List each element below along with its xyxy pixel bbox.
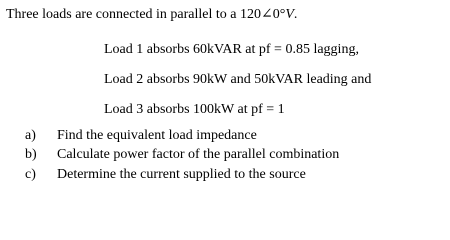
- question-b-text: Calculate power factor of the parallel combination: [57, 147, 340, 162]
- load-1-statement: Load 1 absorbs 60kVAR at pf = 0.85 lagging,: [104, 42, 359, 57]
- voltage-symbol: V: [285, 7, 294, 22]
- problem-intro: [6, 6, 297, 24]
- load-3-statement: Load 3 absorbs 100kW at pf = 1: [104, 102, 285, 117]
- question-a-text: Find the equivalent load impedance: [57, 128, 257, 143]
- intro-text: Three loads are connected in parallel to a 120∠0°: [6, 7, 286, 22]
- intro-end: .: [293, 7, 298, 22]
- question-a-letter: a): [25, 128, 36, 143]
- load-2-statement: Load 2 absorbs 90kW and 50kVAR leading and: [104, 72, 372, 87]
- question-c-letter: c): [25, 167, 36, 182]
- question-c-text: Determine the current supplied to the source: [57, 167, 306, 182]
- question-b-letter: b): [25, 147, 37, 162]
